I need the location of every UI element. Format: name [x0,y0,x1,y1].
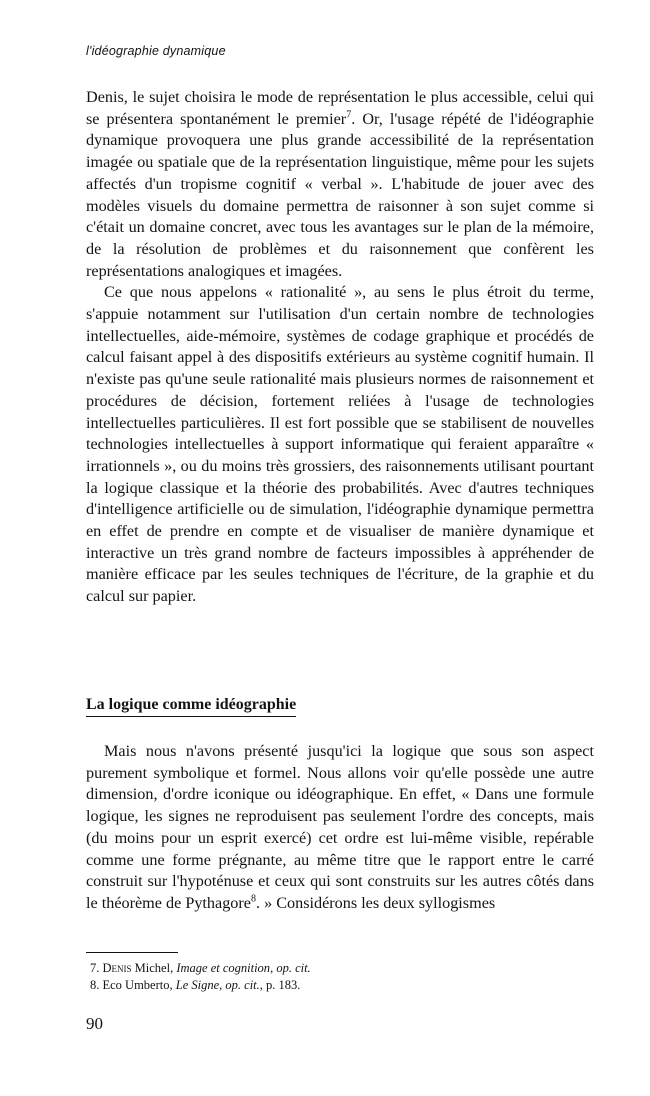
paragraph-3 [86,741,594,915]
paragraph-1-text-b: . Or, l'usage répété de l'idéographie dynamique provoquera une plus grande accessibilité de la représentation imagée ou spatiale que de la représentation linguistique, même pour les sujets affectés d'un tropisme cognitif « verbal ». L'habitude de jouer avec des modèles visuels du domaine permettra de raisonner à son sujet comme si c'était un domaine concret, avec tous les avantages sur le plan de la mémoire, de la résolution de problèmes et du raisonnement que confèrent les représentations analogiques et imagées. [86,109,594,280]
paragraph-3-text-b: . » Considérons les deux syllogismes [255,893,496,912]
footnote-tail: , p. 183. [259,977,301,992]
footnote-ref-8[interactable]: 8 [250,893,256,905]
section-heading: La logique comme idéographie [86,694,296,717]
paragraph-1-text-a: Denis, le sujet choisira le mode de représentation le plus accessible, celui qui se présentera spontanément le premier [86,88,594,128]
footnote-7 [90,960,311,977]
body-text-top [86,87,594,608]
paragraph-2: Ce que nous appelons « rationalité », au sens le plus étroit du terme, s'appuie notamment sur l'utilisation d'un certain nombre de technologies intellectuelles, aide-mémoire, systèmes de codage graphique et procédés de calcul faisant appel à des dispositifs extérieurs au système cognitif humain. Il n'existe pas qu'une seule rationalité mais plusieurs normes de raisonnement et procédures de décision, fortement reliées à l'usage de technologies intellectuelles particulières. Il est fort possible que se stabilisent de nouvelles technologies intellectuelles à support informatique qui feraient apparaître « irrationnels », ou du moins très grossiers, des raisonnements utilisant pourtant la logique classique et la théorie des probabilités. Avec d'autres techniques d'intelligence artificielle ou de simulation, l'idéographie dynamique permettra en effet de prendre en compte et de visualiser de manière dynamique et interactive un très grand nombre de facteurs impossibles à appréhender de manière efficace par les seules techniques de l'écriture, de la graphie et du calcul sur papier. [86,283,594,606]
footnote-divider [86,952,178,953]
running-header: l'idéographie dynamique [86,44,226,58]
footnote-author-firstname: Eco Umberto, [102,977,176,992]
paragraph-3-text-a: Mais nous n'avons présenté jusqu'ici la logique que sous son aspect purement symbolique et formel. Nous allons voir qu'elle possède une autre dimension, d'ordre iconique ou idéographique. En effet, « Dans une formule logique, les signes ne reproduisent pas seulement l'ordre des concepts, mais (du moins pour un esprit exercé) cet ordre est lui-même visible, repérable comme une forme prégnante, au même titre que le rapport entre le carré construit sur l'hypoténuse et ceux qui sont construits sur les autres côtés dans le théorème de Pythagore [86,742,594,912]
footnote-op-cit: op. cit. [225,977,260,992]
footnotes [90,960,311,993]
paragraph-1 [86,87,594,282]
footnote-number: 8. [90,977,100,992]
page-number: 90 [86,1014,103,1033]
footnote-separator: , [219,977,226,992]
footnote-8 [90,977,311,994]
footnote-author-lastname: Denis [102,961,132,975]
footnote-title: Le Signe [175,977,220,992]
footnote-separator: , [270,961,277,975]
body-text-bottom [86,741,594,915]
footnote-title: Image et cognition [176,961,271,975]
footnote-op-cit: op. cit. [276,961,311,975]
footnote-number: 7. [90,961,100,975]
footnote-author-firstname: Michel, [131,961,177,975]
footnote-ref-7[interactable]: 7 [346,109,352,121]
